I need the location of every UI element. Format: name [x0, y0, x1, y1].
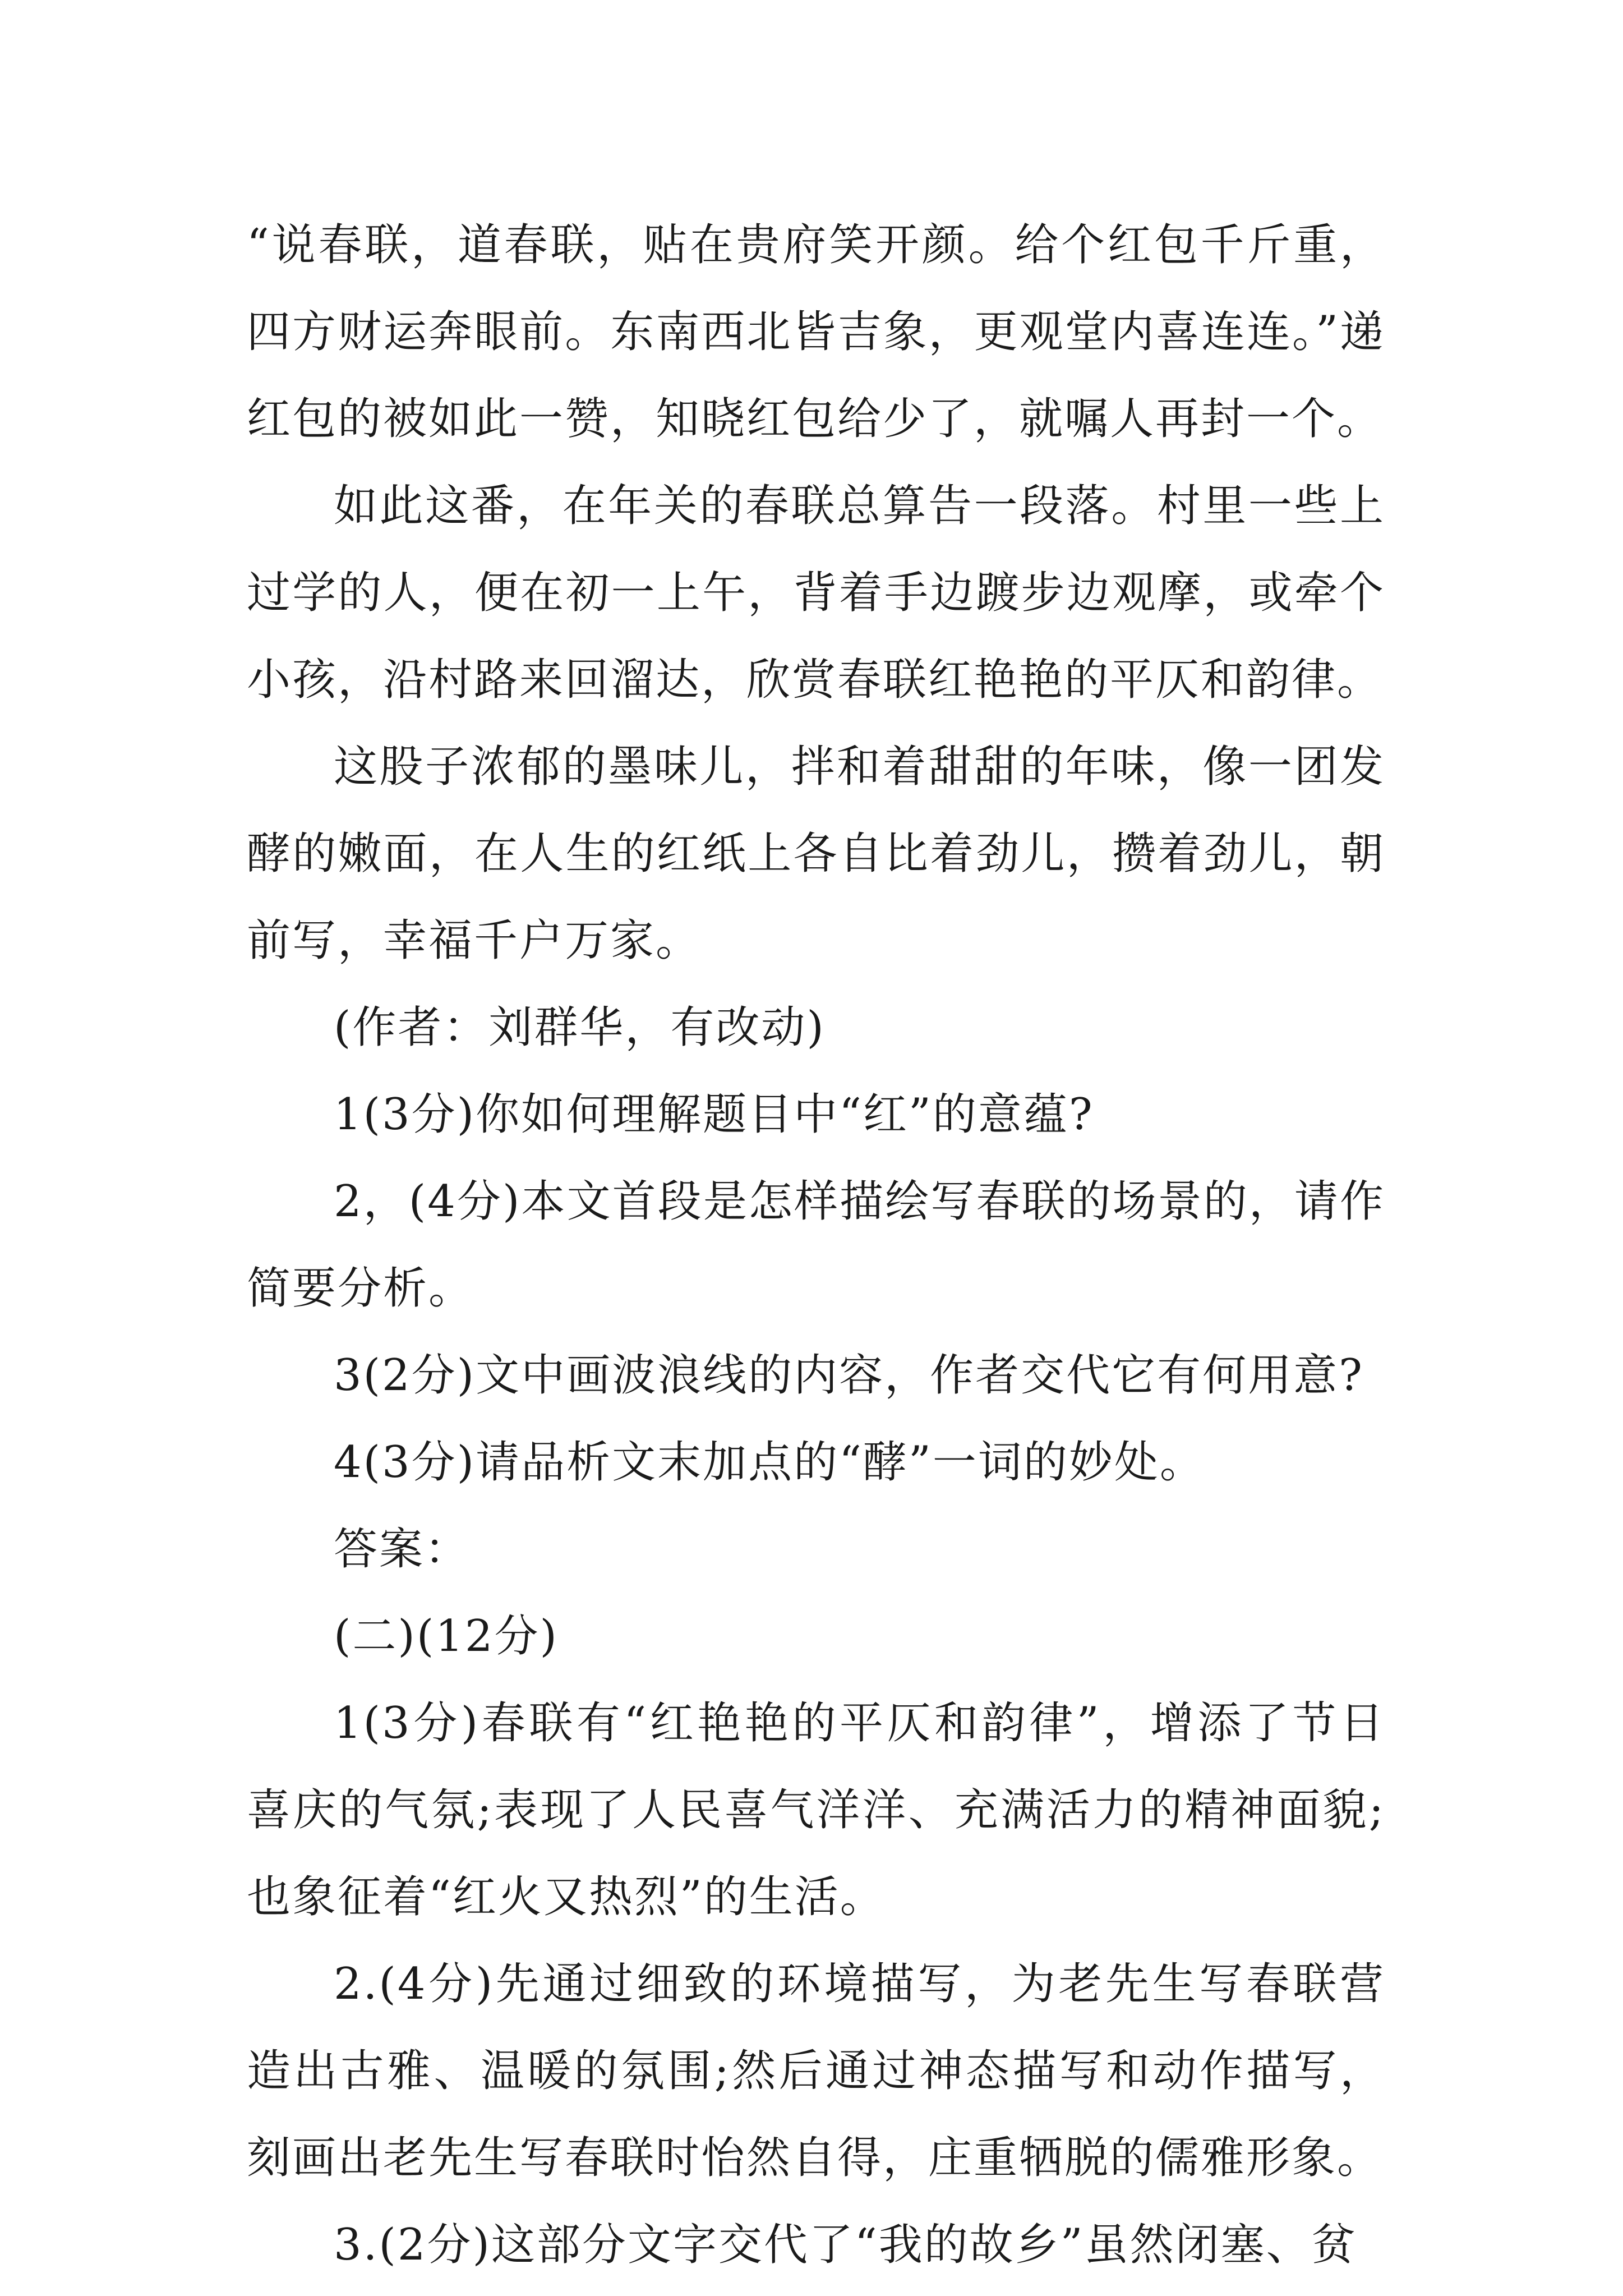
section-heading: (二)(12分): [334, 1611, 559, 1662]
answer-2: 2.(4分)先通过细致的环境描写，为老先生写春联营造出古雅、温暖的氛围;然后通过神态描写和动作描写，刻画出老先生写春联时怡然自得，庄重牺脱的儒雅形象。: [247, 1959, 1385, 2183]
question-2: 2，(4分)本文首段是怎样描绘写春联的场景的，请作简要分析。: [247, 1176, 1385, 1314]
question-4: 4(3分)请品析文末加点的“酵”一词的妙处。: [334, 1437, 1205, 1488]
answers-label: 答案：: [334, 1524, 471, 1575]
paragraph-couplet-verse: “说春联，道春联，贴在贵府笑开颜。给个红包千斤重，四方财运奔眼前。东南西北皆吉象，更观堂内喜连连。”递红包的被如此一赞，知晓红包给少了，就嘱人再封一个。: [247, 220, 1385, 444]
answer-1: 1(3分)春联有“红艳艳的平仄和韵律”，增添了节日喜庆的气氛;表现了人民喜气洋洋、充满活力的精神面貌;也象征着“红火又热烈”的生活。: [247, 1698, 1385, 1922]
question-1: 1(3分)你如何理解题目中“红”的意蕴?: [334, 1089, 1094, 1140]
document-page: [247, 202, 1385, 2289]
paragraph-ink-flavor: 这股子浓郁的墨味儿，拌和着甜甜的年味，像一团发酵的嫩面，在人生的红纸上各自比着劲儿，攒着劲儿，朝前写，幸福千户万家。: [247, 742, 1385, 966]
answer-3: 3.(2分)这部分文字交代了“我的故乡”虽然闭塞、贫: [334, 2220, 1357, 2270]
author-credit: (作者：刘群华，有改动): [334, 1002, 826, 1053]
paragraph-new-year-end: 如此这番，在年关的春联总算告一段落。村里一些上过学的人，便在初一上午，背着手边踱步边观摩，或牵个小孩，沿村路来回溜达，欣赏春联红艳艳的平仄和韵律。: [247, 481, 1385, 705]
question-3: 3(2分)文中画波浪线的内容，作者交代它有何用意?: [334, 1350, 1364, 1401]
